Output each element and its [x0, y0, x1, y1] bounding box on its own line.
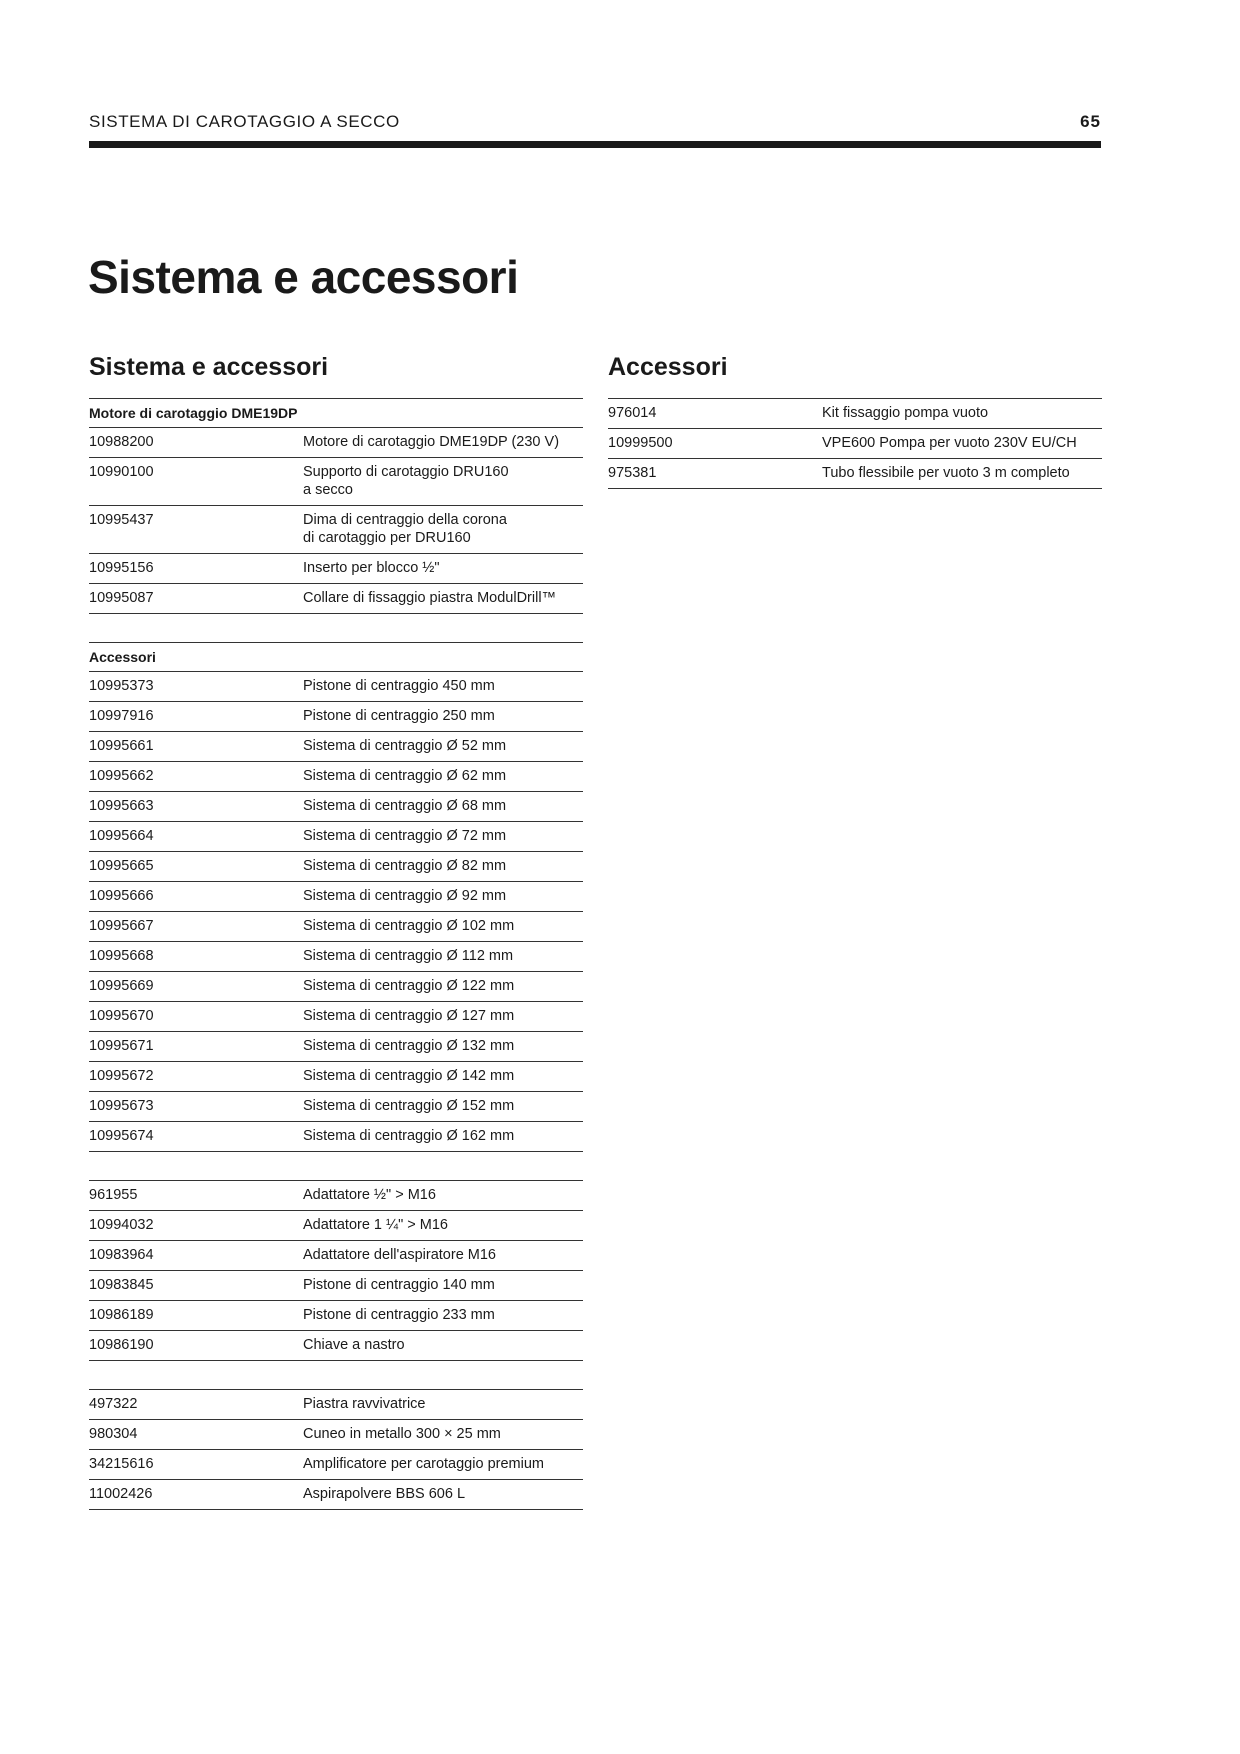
article-code: 10988200: [89, 434, 154, 450]
table-row: [89, 554, 583, 584]
table-row: [89, 1241, 583, 1271]
article-code: 10983845: [89, 1277, 154, 1293]
left-column: [89, 350, 583, 1510]
article-code: 10990100: [89, 464, 154, 480]
article-code: 10986189: [89, 1307, 154, 1323]
article-description: Sistema di centraggio Ø 142 mm: [303, 1068, 515, 1084]
section-title: SISTEMA DI CAROTAGGIO A SECCO: [89, 112, 400, 131]
table-row: [89, 458, 583, 506]
article-table: [89, 1180, 583, 1361]
article-code: 10995668: [89, 948, 154, 964]
article-code: 10995373: [89, 678, 154, 694]
header-rule: [89, 141, 1101, 148]
article-description: Supporto di carotaggio DRU160 a secco: [303, 464, 509, 498]
table-row: [89, 1211, 583, 1241]
table-row: [89, 972, 583, 1002]
table-row: [89, 822, 583, 852]
table-row: [608, 399, 1102, 429]
table-row: [89, 852, 583, 882]
article-code: 10995663: [89, 798, 154, 814]
article-code: 10995437: [89, 512, 154, 528]
left-column-title: Sistema e accessori: [89, 353, 329, 381]
article-code: 10995665: [89, 858, 154, 874]
article-code: 10995671: [89, 1038, 154, 1054]
group-gap: [89, 1152, 583, 1180]
running-header: [89, 112, 1101, 136]
article-code: 11002426: [89, 1486, 153, 1502]
article-description: Cuneo in metallo 300 × 25 mm: [303, 1426, 501, 1442]
table-row: [89, 1032, 583, 1062]
article-code: 975381: [608, 465, 657, 481]
article-description: Pistone di centraggio 140 mm: [303, 1277, 495, 1293]
table-row: [89, 882, 583, 912]
table-row: [89, 792, 583, 822]
article-description: Sistema di centraggio Ø 127 mm: [303, 1008, 515, 1024]
table-row: [89, 1331, 583, 1361]
article-code: 10995664: [89, 828, 154, 844]
right-column-title: Accessori: [608, 353, 728, 381]
table-row: [89, 702, 583, 732]
article-description: Sistema di centraggio Ø 122 mm: [303, 978, 515, 994]
article-code: 34215616: [89, 1456, 154, 1472]
article-code: 10995667: [89, 918, 154, 934]
article-description: Dima di centraggio della corona di carotaggio per DRU160: [303, 512, 507, 546]
table-row: [608, 459, 1102, 489]
article-description: Sistema di centraggio Ø 112 mm: [303, 948, 514, 964]
article-description: Chiave a nastro: [303, 1337, 405, 1353]
article-description: Inserto per blocco ½": [303, 560, 440, 576]
article-code: 10995669: [89, 978, 154, 994]
table-row: [89, 1271, 583, 1301]
table-row: [608, 429, 1102, 459]
accessori-table: [608, 398, 1102, 489]
article-description: Sistema di centraggio Ø 152 mm: [303, 1098, 515, 1114]
article-description: Tubo flessibile per vuoto 3 m completo: [822, 465, 1070, 481]
article-description: Pistone di centraggio 233 mm: [303, 1307, 495, 1323]
table-row: [89, 1450, 583, 1480]
article-description: Adattatore 1 ¼" > M16: [303, 1217, 448, 1233]
article-code: 10995674: [89, 1128, 154, 1144]
table-row: [89, 584, 583, 614]
article-code: 10995156: [89, 560, 154, 576]
table-row: [89, 506, 583, 554]
article-description: Pistone di centraggio 250 mm: [303, 708, 495, 724]
article-description: VPE600 Pompa per vuoto 230V EU/CH: [822, 435, 1077, 451]
article-description: Sistema di centraggio Ø 102 mm: [303, 918, 515, 934]
page-title: Sistema e accessori: [88, 251, 519, 303]
article-code: 976014: [608, 405, 657, 421]
group-gap: [89, 614, 583, 642]
table-row: [89, 1480, 583, 1510]
article-code: 10995670: [89, 1008, 154, 1024]
article-code: 961955: [89, 1187, 138, 1203]
article-description: Collare di fissaggio piastra ModulDrill™: [303, 590, 557, 606]
table-row: [89, 732, 583, 762]
article-description: Adattatore ½" > M16: [303, 1187, 436, 1203]
article-description: Sistema di centraggio Ø 92 mm: [303, 888, 507, 904]
table-row: [89, 1062, 583, 1092]
table-row: [89, 1390, 583, 1420]
article-description: Sistema di centraggio Ø 62 mm: [303, 768, 507, 784]
article-table: [89, 1389, 583, 1510]
left-tables: [89, 398, 583, 1510]
article-code: 497322: [89, 1396, 138, 1412]
article-code: 10983964: [89, 1247, 154, 1263]
table-row: [89, 1002, 583, 1032]
group-gap: [89, 1361, 583, 1389]
table-row: [89, 1092, 583, 1122]
article-code: 980304: [89, 1426, 138, 1442]
table-row: [89, 1181, 583, 1211]
article-table: [89, 398, 583, 614]
article-description: Sistema di centraggio Ø 52 mm: [303, 738, 507, 754]
article-code: 10995673: [89, 1098, 154, 1114]
table-row: [89, 1122, 583, 1152]
article-description: Sistema di centraggio Ø 132 mm: [303, 1038, 515, 1054]
article-description: Adattatore dell'aspiratore M16: [303, 1247, 496, 1263]
article-description: Pistone di centraggio 450 mm: [303, 678, 495, 694]
article-code: 10995666: [89, 888, 154, 904]
article-description: Sistema di centraggio Ø 162 mm: [303, 1128, 515, 1144]
table-row: [89, 762, 583, 792]
page-number: 65: [1080, 112, 1101, 131]
article-code: 10999500: [608, 435, 673, 451]
article-description: Amplificatore per carotaggio premium: [303, 1456, 544, 1472]
article-description: Sistema di centraggio Ø 68 mm: [303, 798, 507, 814]
table-row: [89, 1420, 583, 1450]
article-code: 10986190: [89, 1337, 154, 1353]
table-heading: Motore di carotaggio DME19DP: [89, 399, 583, 428]
article-code: 10997916: [89, 708, 154, 724]
article-description: Sistema di centraggio Ø 72 mm: [303, 828, 507, 844]
article-description: Kit fissaggio pompa vuoto: [822, 405, 989, 421]
table-row: [89, 912, 583, 942]
article-code: 10995672: [89, 1068, 154, 1084]
right-column: [608, 350, 1102, 489]
article-description: Aspirapolvere BBS 606 L: [303, 1486, 466, 1502]
table-row: [89, 672, 583, 702]
table-row: [89, 428, 583, 458]
article-code: 10995661: [89, 738, 154, 754]
article-table: [89, 642, 583, 1152]
table-row: [89, 942, 583, 972]
article-description: Motore di carotaggio DME19DP (230 V): [303, 434, 560, 450]
article-description: Sistema di centraggio Ø 82 mm: [303, 858, 507, 874]
article-code: 10995662: [89, 768, 154, 784]
article-description: Piastra ravvivatrice: [303, 1396, 426, 1412]
table-heading: Accessori: [89, 643, 583, 672]
table-row: [89, 1301, 583, 1331]
article-code: 10995087: [89, 590, 154, 606]
article-code: 10994032: [89, 1217, 154, 1233]
